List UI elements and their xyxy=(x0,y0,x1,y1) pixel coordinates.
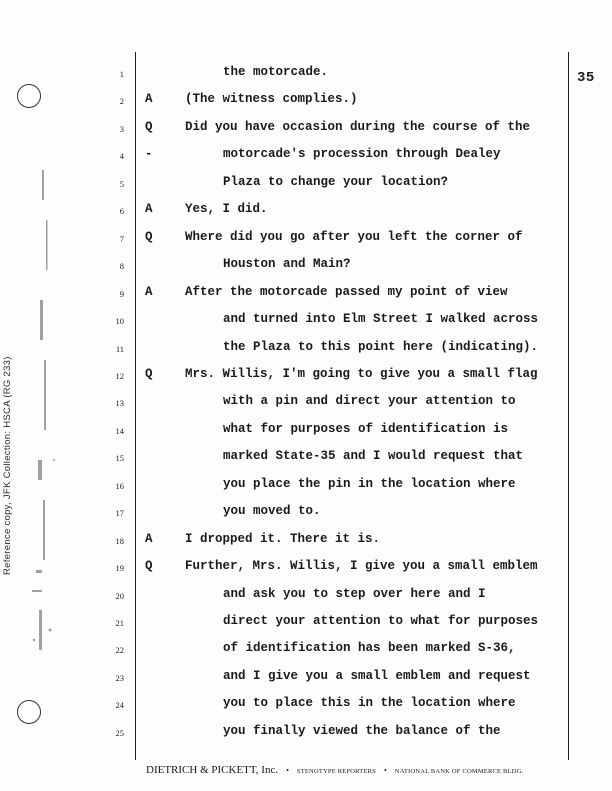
transcript-line xyxy=(0,446,600,468)
speaker-label: A xyxy=(145,92,153,107)
speaker-label: Q xyxy=(145,119,153,134)
reference-stamp-text: Reference copy, JFK Collection: HSCA (RG 233) xyxy=(2,356,13,575)
transcript-line xyxy=(0,391,600,413)
transcript-line xyxy=(0,144,600,166)
footer-separator: • xyxy=(383,766,387,775)
line-number: 9 xyxy=(119,288,124,299)
line-text: with a pin and direct your attention to xyxy=(223,394,516,409)
line-number: 10 xyxy=(115,316,124,327)
transcript-line xyxy=(0,282,600,304)
speaker-label: Q xyxy=(145,366,153,381)
line-number: 14 xyxy=(115,425,124,436)
transcript-line xyxy=(0,227,600,249)
line-text: Yes, I did. xyxy=(185,202,268,217)
speaker-label: Q xyxy=(145,559,153,574)
line-text: I dropped it. There it is. xyxy=(185,531,381,546)
line-number: 7 xyxy=(119,233,124,244)
transcript-line xyxy=(0,556,600,578)
line-number: 23 xyxy=(115,672,124,683)
reporter-footer xyxy=(146,760,523,778)
transcript-line xyxy=(0,693,600,715)
speaker-label: Q xyxy=(145,229,153,244)
speaker-label: - xyxy=(145,147,153,162)
transcript-line xyxy=(0,199,600,221)
transcript-line xyxy=(0,337,600,359)
line-text: direct your attention to what for purposes xyxy=(223,614,539,628)
transcript-line xyxy=(0,529,600,551)
line-number: 3 xyxy=(119,123,124,134)
line-number: 15 xyxy=(115,453,124,464)
transcript-line xyxy=(0,62,600,84)
transcript-line xyxy=(0,474,600,496)
line-number: 2 xyxy=(119,96,124,107)
line-text: the motorcade. xyxy=(223,65,329,79)
line-text: what for purposes of identification is xyxy=(223,421,509,436)
transcript-line xyxy=(0,501,600,523)
reporter-firm: DIETRICH & PICKETT, Inc. xyxy=(146,764,279,776)
line-text: Houston and Main? xyxy=(223,257,351,272)
transcript-line xyxy=(0,117,600,139)
line-text: you moved to. xyxy=(223,504,321,519)
reporter-service: STENOTYPE REPORTERS xyxy=(296,768,376,775)
line-number: 11 xyxy=(115,343,124,354)
line-number: 13 xyxy=(115,398,124,409)
line-number: 25 xyxy=(115,727,124,738)
line-number: 22 xyxy=(115,645,124,656)
transcript-line xyxy=(0,666,600,688)
line-text: and I give you a small emblem and request xyxy=(223,668,531,683)
line-text: Did you have occasion during the course of the xyxy=(185,119,531,134)
transcript-line xyxy=(0,611,600,633)
line-number: 8 xyxy=(119,261,124,272)
line-number: 6 xyxy=(119,206,124,217)
line-text: After the motorcade passed my point of view xyxy=(185,284,508,299)
page-number: 35 xyxy=(577,70,595,86)
transcript-line xyxy=(0,309,600,331)
transcript-line xyxy=(0,721,600,743)
line-number: 5 xyxy=(119,178,124,189)
speaker-label: A xyxy=(145,531,153,546)
line-text: marked State-35 and I would request that xyxy=(223,449,524,464)
line-number: 4 xyxy=(119,151,124,162)
line-number: 20 xyxy=(115,590,124,601)
line-text: you finally viewed the balance of the xyxy=(223,723,501,738)
line-number: 19 xyxy=(115,563,124,574)
line-text: and turned into Elm Street I walked across xyxy=(223,312,539,327)
line-number: 21 xyxy=(115,618,124,628)
footer-separator: • xyxy=(286,766,289,775)
transcript-line xyxy=(0,638,600,660)
speaker-label: A xyxy=(145,202,153,217)
transcript-line xyxy=(0,584,600,606)
line-number: 18 xyxy=(115,535,124,546)
transcript-line xyxy=(0,172,600,194)
line-text: you to place this in the location where xyxy=(223,696,516,711)
line-text: Mrs. Willis, I'm going to give you a small flag xyxy=(185,366,538,381)
reporter-address: NATIONAL BANK OF COMMERCE BLDG. xyxy=(394,768,524,775)
line-text: motorcade's procession through Dealey xyxy=(223,147,501,162)
line-text: and ask you to step over here and I xyxy=(223,586,486,601)
line-text: Further, Mrs. Willis, I give you a small emblem xyxy=(185,559,538,574)
transcript-line xyxy=(0,254,600,276)
line-text: the Plaza to this point here (indicating). xyxy=(223,339,539,354)
line-text: Where did you go after you left the corner of xyxy=(185,229,523,244)
line-text: Plaza to change your location? xyxy=(223,174,449,189)
line-number: 17 xyxy=(115,508,124,519)
line-number: 16 xyxy=(115,480,124,491)
transcript-line xyxy=(0,364,600,386)
line-number: 24 xyxy=(115,700,124,711)
transcript-line xyxy=(0,89,600,111)
line-text: (The witness complies.) xyxy=(185,92,358,107)
line-text: you place the pin in the location where xyxy=(223,476,516,491)
line-number: 12 xyxy=(115,370,124,381)
speaker-label: A xyxy=(145,284,153,299)
line-text: of identification has been marked S-36, xyxy=(223,641,516,656)
transcript-line xyxy=(0,419,600,441)
line-number: 1 xyxy=(119,69,124,79)
